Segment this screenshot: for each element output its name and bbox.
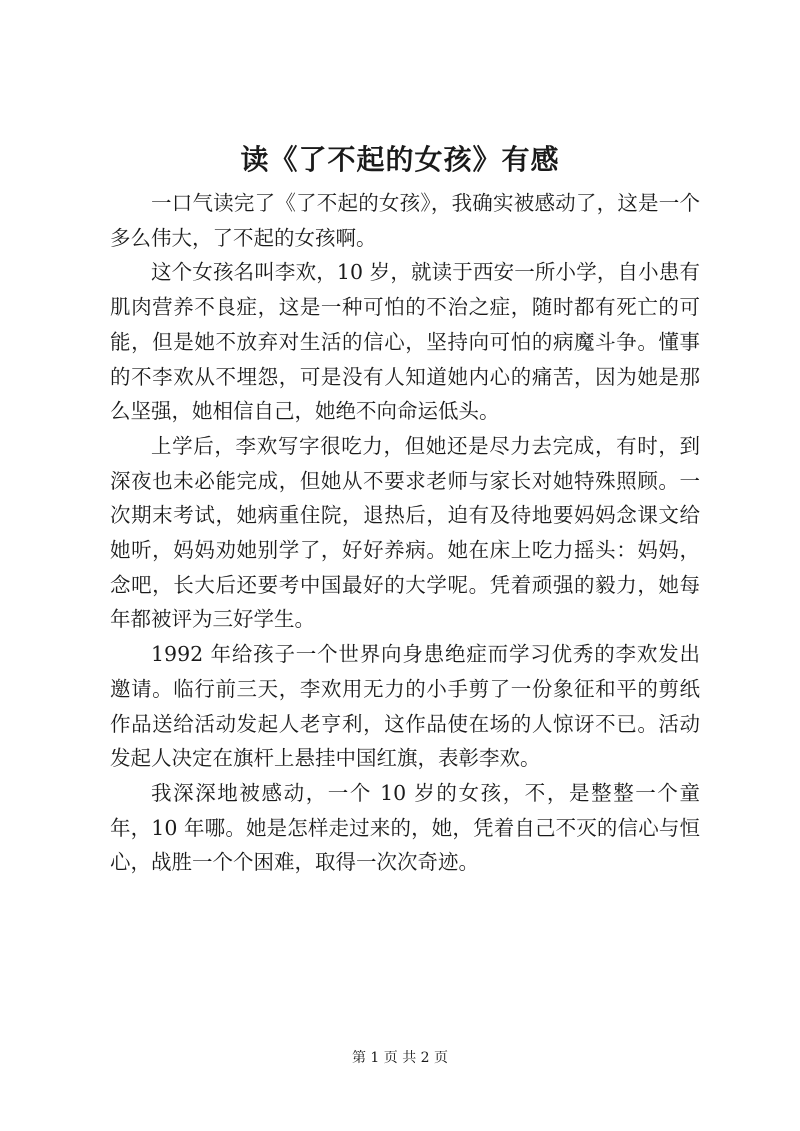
document-title: 读《了不起的女孩》有感 [240, 143, 560, 176]
paragraph-4: 1992 年给孩子一个世界向身患绝症而学习优秀的李欢发出邀请。临行前三天，李欢用无力的小手剪了一份象征和平的剪纸作品送给活动发起人老亨利，这作品使在场的人惊讶不已。活动发起人决定在旗杆上悬挂中国红旗，表彰李欢。 [110, 642, 700, 771]
paragraph-2: 这个女孩名叫李欢，10 岁，就读于西安一所小学，自小患有肌肉营养不良症，这是一种可怕的不治之症，随时都有死亡的可能，但是她不放弃对生活的信心，坚持向可怕的病魔斗争。懂事的不李欢从不埋怨，可是没有人知道她内心的痛苦，因为她是那么坚强，她相信自己，她绝不向命运低头。 [110, 260, 700, 424]
paragraph-1: 一口气读完了《了不起的女孩》，我确实被感动了，这是一个多么伟大，了不起的女孩啊。 [110, 191, 700, 250]
page-footer: 第 1 页 共 2 页 [351, 1050, 449, 1066]
paragraph-3: 上学后，李欢写字很吃力，但她还是尽力去完成，有时，到深夜也未必能完成，但她从不要求老师与家长对她特殊照顾。一次期末考试，她病重住院，退热后，迫有及待地要妈妈念课文给她听，妈妈劝她别学了，好好养病。她在床上吃力摇头：妈妈，念吧，长大后还要考中国最好的大学呢。凭着顽强的毅力，她每年都被评为三好学生。 [110, 433, 700, 632]
paragraph-5: 我深深地被感动，一个 10 岁的女孩，不，是整整一个童年，10 年哪。她是怎样走过来的，她，凭着自己不灭的信心与恒心，战胜一个个困难，取得一次次奇迹。 [110, 780, 700, 875]
document-body [110, 186, 700, 880]
